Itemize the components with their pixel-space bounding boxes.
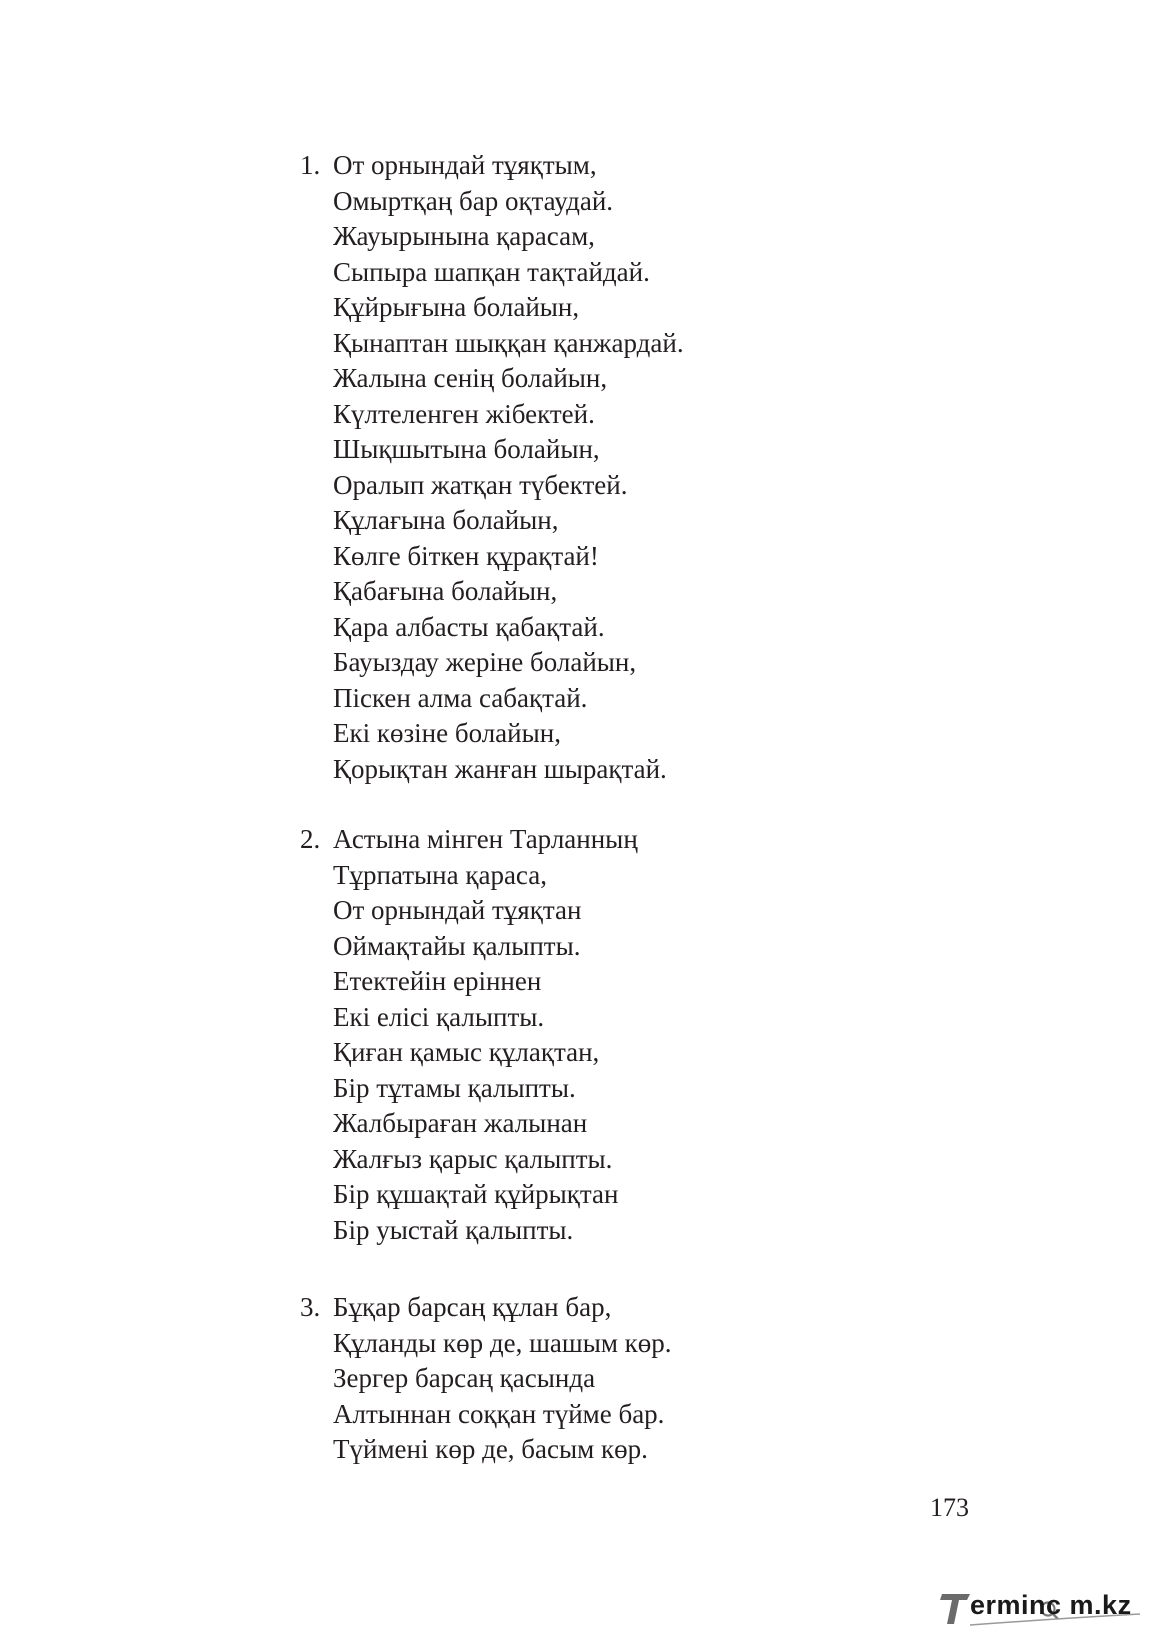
poem-line-text: Алтыннан соққан түйме бар. bbox=[333, 1398, 665, 1429]
poem-line-text: Көлге біткен құрақтай! bbox=[333, 540, 599, 571]
poem-line-text: От орнындай тұяқтым, bbox=[333, 150, 597, 180]
poem-line-text: Қара албасты қабақтай. bbox=[333, 611, 605, 642]
poem-line-text: Қиған қамыс құлақтан, bbox=[333, 1037, 600, 1067]
poem-line bbox=[300, 574, 860, 610]
poem-line bbox=[300, 148, 860, 184]
stanza-number: 1. bbox=[300, 150, 321, 180]
poem-line-text: Піскен алма сабақтай. bbox=[333, 682, 588, 713]
poem-line-text: Етектейін еріннен bbox=[333, 966, 542, 996]
poem-line bbox=[300, 184, 860, 220]
poem-line-text: Бауыздау жеріне болайын, bbox=[333, 647, 637, 677]
poem-line-text: Құйрығына болайын, bbox=[333, 292, 580, 322]
stanza-number: 3. bbox=[300, 1292, 321, 1322]
poem-line bbox=[300, 361, 860, 397]
poem-line-text: Астына мінген Тарланның bbox=[333, 824, 638, 854]
poem-line bbox=[300, 1000, 860, 1036]
stanza-2 bbox=[300, 822, 860, 1248]
poem-line-text: Бір құшақтай құйрықтан bbox=[333, 1179, 619, 1209]
poem-line-text: Құланды көр де, шашым көр. bbox=[333, 1327, 672, 1358]
poem-line bbox=[300, 503, 860, 539]
poem-line bbox=[300, 539, 860, 575]
poem-line bbox=[300, 1290, 860, 1326]
poem-line bbox=[300, 432, 860, 468]
poem-line bbox=[300, 468, 860, 504]
stanza-1 bbox=[300, 148, 860, 787]
poem-line bbox=[300, 326, 860, 362]
poem-line-text: Шықшытына болайын, bbox=[333, 434, 600, 464]
poem-line bbox=[300, 645, 860, 681]
poem-line bbox=[300, 397, 860, 433]
poem-line bbox=[300, 1142, 860, 1178]
poem-line-text: Түймені көр де, басым көр. bbox=[333, 1434, 648, 1464]
poem-line bbox=[300, 610, 860, 646]
poem-line-text: Бір тұтамы қалыпты. bbox=[333, 1072, 576, 1103]
poem-line bbox=[300, 964, 860, 1000]
page-number: 173 bbox=[930, 1493, 969, 1522]
poem-line-text: Жалбыраған жалынан bbox=[333, 1108, 588, 1138]
poem-line bbox=[300, 1326, 860, 1362]
poem-line bbox=[300, 290, 860, 326]
poem-line bbox=[300, 1177, 860, 1213]
poem-line-text: Жауырынына қарасам, bbox=[333, 221, 595, 251]
poem-line-text: Сыпыра шапқан тақтайдай. bbox=[333, 256, 650, 287]
poem-line-text: Қабағына болайын, bbox=[333, 576, 558, 606]
poem-line bbox=[300, 1432, 860, 1468]
poem-line-text: Бір уыстай қалыпты. bbox=[333, 1214, 574, 1245]
poem-line bbox=[300, 1397, 860, 1433]
poem-line bbox=[300, 219, 860, 255]
poem-line-text: Бұқар барсаң құлан бар, bbox=[333, 1292, 612, 1322]
stanza-number: 2. bbox=[300, 824, 321, 854]
poem-line-text: Оймақтайы қалыпты. bbox=[333, 930, 581, 961]
poem-line bbox=[300, 1361, 860, 1397]
poem-line bbox=[300, 822, 860, 858]
poem-line-text: Омыртқаң бар оқтаудай. bbox=[333, 185, 614, 216]
stanza-3 bbox=[300, 1290, 860, 1468]
poem-line bbox=[300, 681, 860, 717]
poem-line-text: Қорықтан жанған шырақтай. bbox=[333, 753, 667, 784]
poem-line bbox=[300, 1213, 860, 1249]
poem-line-text: Құлағына болайын, bbox=[333, 505, 559, 535]
poem-line-text: Оралып жатқан түбектей. bbox=[333, 469, 628, 500]
poem-line-text: Қынаптан шыққан қанжардай. bbox=[333, 327, 684, 358]
poem-line-text: Екі елісі қалыпты. bbox=[333, 1001, 545, 1032]
termincom-watermark bbox=[940, 1588, 1145, 1628]
poem-line bbox=[300, 716, 860, 752]
poem-line-text: Зергер барсаң қасында bbox=[333, 1363, 596, 1393]
poem-line bbox=[300, 1071, 860, 1107]
poem-line bbox=[300, 893, 860, 929]
watermark-text: erminc m.kz bbox=[970, 1590, 1132, 1620]
poem-line bbox=[300, 1035, 860, 1071]
poem-line-text: Жалғыз қарыс қалыпты. bbox=[333, 1143, 613, 1174]
poem-line bbox=[300, 255, 860, 291]
poem-line bbox=[300, 929, 860, 965]
poem-line bbox=[300, 1106, 860, 1142]
poem-line-text: Тұрпатына қараса, bbox=[333, 859, 547, 890]
poem-line-text: От орнындай тұяқтан bbox=[333, 895, 582, 925]
poem-line-text: Екі көзіне болайын, bbox=[333, 718, 561, 748]
poem-line bbox=[300, 858, 860, 894]
poem-line-text: Жалына сенің болайын, bbox=[333, 363, 608, 393]
poem-line-text: Күлтеленген жібектей. bbox=[333, 398, 595, 429]
poem-line bbox=[300, 752, 860, 788]
